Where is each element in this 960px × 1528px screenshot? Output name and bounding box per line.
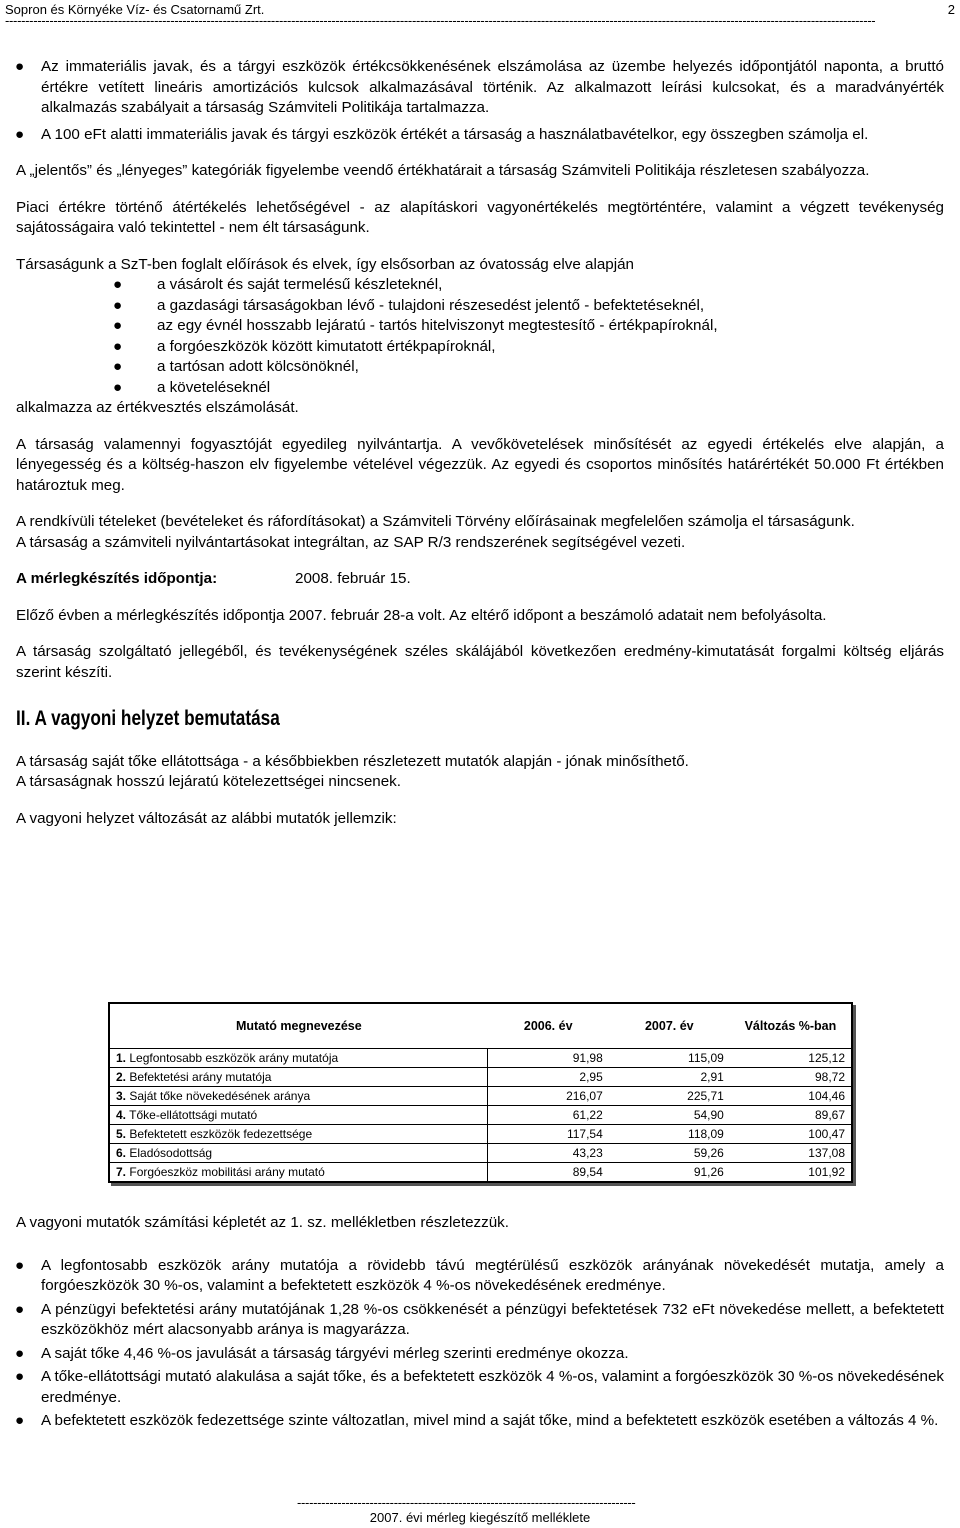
bullet-icon: ● <box>15 1344 25 1362</box>
paragraph-szolgaltato: A társaság szolgáltató jellegéből, és tevékenységének széles skálájából következően eredmény-kimutatását forgalmi költség eljárás szerint készíti. <box>16 643 944 681</box>
table-row: 1. Legfontosabb eszközök arány mutatója 91,98 115,09 125,12 <box>109 1049 852 1068</box>
merleg-date-label: A mérlegkészítés időpontja: <box>16 570 218 587</box>
paragraph-szt-outro: alkalmazza az értékvesztés elszámolását. <box>16 399 299 416</box>
list-item: ● a tartósan adott kölcsönöknél, <box>16 357 944 378</box>
section-title: II. A vagyoni helyzet bemutatása <box>16 707 280 730</box>
bullet-icon: ● <box>15 58 25 75</box>
lower-content <box>16 1213 944 1435</box>
column-header: Változás %-ban <box>744 1018 837 1033</box>
table-row: 4. Tőke-ellátottsági mutató 61,22 54,90 89,67 <box>109 1106 852 1125</box>
bullet-icon: ● <box>113 358 123 375</box>
list-item: ● a követeléseknél <box>16 378 944 399</box>
paragraph-elozo: Előző évben a mérlegkészítés időpontja 2007. február 28-a volt. Az eltérő időpont a beszámoló adatait nem befolyásolta. <box>16 606 827 624</box>
list-item: ● A tőke-ellátottsági mutató alakulása a saját tőke, és a befektetett eszközök 4 %-os, valamint a forgóeszközök 30 %-os növekedésének eredménye. <box>15 1368 944 1406</box>
merleg-date-row <box>16 569 944 590</box>
paragraph-sajat-2: A társaságnak hosszú lejáratú kötelezettségei nincsenek. <box>16 773 401 790</box>
footer-rule: ------------------------------------------------------------------------------------ <box>297 1497 636 1509</box>
table-header-row <box>109 1003 852 1049</box>
list-item: ● A saját tőke 4,46 %-os javulását a társaság tárgyévi mérleg szerinti eredménye okozza. <box>16 1344 944 1365</box>
list-item: ● A legfontosabb eszközök arány mutatója a rövidebb távú megtérülésű eszközök arányának növekedését mutatja, amely a forgóeszközök 30 %-os, valamint a befektetett eszközök 4 %-os növekedésének eredménye. <box>15 1256 944 1294</box>
paragraph-jelentos: A „jelentős” és „lényeges” kategóriák figyelembe veendő értékhatárait a társaság Számviteli Politikája részletesen szabályozza. <box>16 162 870 179</box>
table-row: 3. Saját tőke növekedésének aránya 216,07 225,71 104,46 <box>109 1087 852 1106</box>
paragraph-rendkivuli-1: A rendkívüli tételeket (bevételeket és ráfordításokat) a Számviteli Törvény előírásainak megfelelően számolja el társaságunk. <box>16 513 855 530</box>
indicator-table <box>108 1002 853 1183</box>
table-row: 7. Forgóeszköz mobilitási arány mutató 89,54 91,26 101,92 <box>109 1163 852 1183</box>
paragraph-rendkivuli-2: A társaság a számviteli nyilvántartásokat integráltan, az SAP R/3 rendszerének segítségével vezeti. <box>16 533 686 551</box>
list-item: ● az egy évnél hosszabb lejáratú - tartós hitelviszonyt megtestesítő - értékpapíroknál, <box>16 316 944 337</box>
page-footer: 2007. évi mérleg kiegészítő melléklete <box>369 1510 591 1525</box>
bullet-icon: ● <box>15 125 25 143</box>
bullet-icon: ● <box>15 1368 25 1385</box>
paragraph-szt-intro: Társaságunk a SzT-ben foglalt előírások és elvek, így elsősorban az óvatosság elve alapján <box>16 255 634 273</box>
column-header: Mutató megnevezése <box>235 1019 362 1033</box>
bullet-icon: ● <box>113 378 123 396</box>
page-number: 2 <box>947 2 955 17</box>
bullet-icon: ● <box>15 1300 25 1318</box>
bullet-icon: ● <box>113 317 123 334</box>
paragraph-vagyoni-intro: A vagyoni helyzet változását az alábbi mutatók jellemzik: <box>16 809 397 827</box>
list-item: ● A 100 eFt alatti immateriális javak és tárgyi eszközök értékét a társaság a használatbavételkor, egy összegben számolja el. <box>16 125 944 146</box>
table-row: 2. Befektetési arány mutatója 2,95 2,91 98,72 <box>109 1068 852 1087</box>
bullet-icon: ● <box>113 276 123 293</box>
main-content <box>16 57 944 829</box>
bullet-icon: ● <box>113 296 123 314</box>
paragraph-fogyaszto: A társaság valamennyi fogyasztóját egyedileg nyilvántartja. A vevőkövetelések minősítését az egyedi értékelés elve alapján, a lényegesség és a költség-haszon elv figyelembe vételével végezzük. Az egyedi és csoportos minősítés határértékét 50.000 Ft értékben határoztuk meg. <box>16 435 944 494</box>
list-item: ● A befektetett eszközök fedezettsége szinte változatlan, mivel mind a saját tőke, mind a befektetett eszközök esetében a változás 4 %. <box>16 1411 944 1432</box>
table-row: 5. Befektetett eszközök fedezettsége 117,54 118,09 100,47 <box>109 1125 852 1144</box>
merleg-date-value: 2008. február 15. <box>295 570 411 587</box>
list-item: ● A pénzügyi befektetési arány mutatójának 1,28 %-os csökkenését a pénzügyi befektetések 732 eFt növekedése mellett, a befektetett eszközökhöz mért alacsonyabb aránya is magyarázza. <box>15 1300 944 1338</box>
list-item: ● a vásárolt és saját termelésű készleteknél, <box>16 275 944 296</box>
bullet-icon: ● <box>113 337 123 355</box>
bullet-icon: ● <box>15 1412 25 1429</box>
column-header: 2007. év <box>644 1019 694 1033</box>
list-item: ● a gazdasági társaságokban lévő - tulajdoni részesedést jelentő - befektetéseknél, <box>16 296 944 317</box>
table-row: 6. Eladósodottság 43,23 59,26 137,08 <box>109 1144 852 1163</box>
paragraph-sajat-1: A társaság saját tőke ellátottsága - a későbbiekben részletezett mutatók alapján - jónak minősíthető. <box>16 752 689 770</box>
paragraph-keplet: A vagyoni mutatók számítási képletét az 1. sz. mellékletben részletezzük. <box>16 1214 509 1231</box>
header-rule: ------------------------------------------------------------------------------------------------------------------------------------------------------------------------------------------------------------------------ <box>5 15 876 27</box>
bullet-icon: ● <box>15 1256 25 1274</box>
company-name: Sopron és Környéke Víz- és Csatornamű Zrt. <box>5 2 265 17</box>
paragraph-piaci: Piaci értékre történő átértékelés lehetőségével - az alapításkori vagyonértékelés megtörténtére, valamint a végzett tevékenység sajátosságaira való tekintettel - nem élt társaságunk. <box>16 198 944 236</box>
list-item: ● a forgóeszközök között kimutatott értékpapíroknál, <box>16 337 944 358</box>
column-header: 2006. év <box>523 1019 573 1033</box>
list-item: ● Az immateriális javak, és a tárgyi eszközök értékcsökkenésének elszámolása az üzembe helyezés időpontjától naponta, a bruttó értékre vetített lineáris amortizációs kulcsok alkalmazásával történik. Az alkalmazott leírási kulcsokat, és a maradványérték alkalmazás szabályait a társaság Számviteli Politikája tartalmazza. <box>15 58 944 116</box>
